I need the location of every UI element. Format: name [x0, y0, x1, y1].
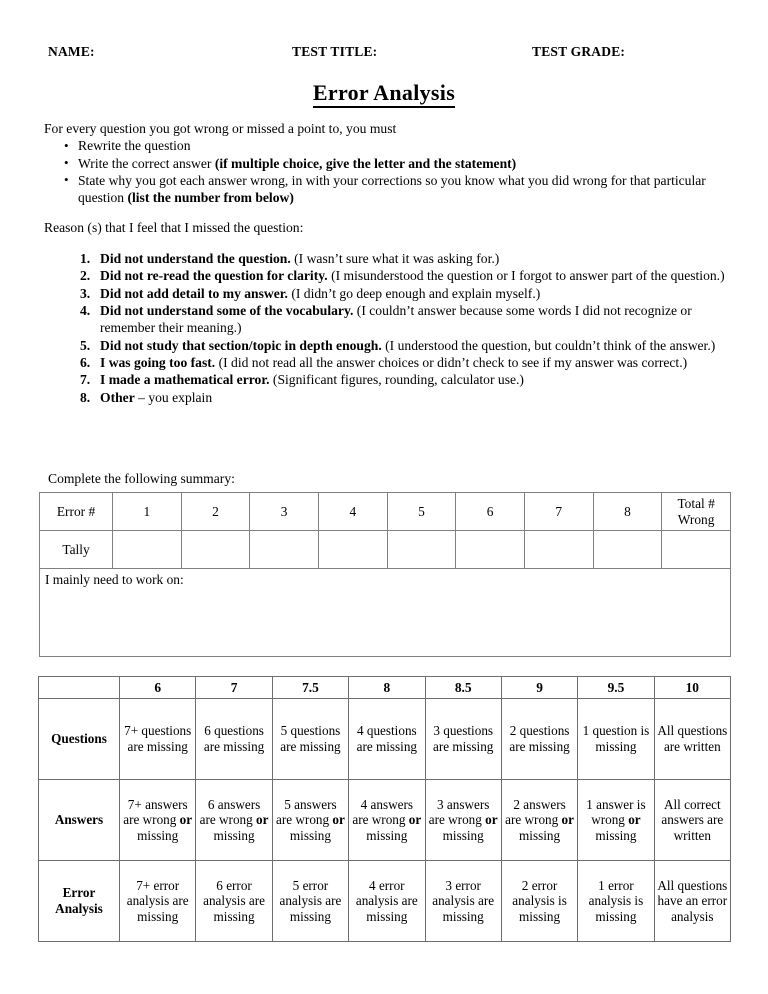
- rubric-cell-questions-8_5: [425, 699, 501, 780]
- row-label-line2: Analysis: [55, 901, 103, 916]
- rubric-cell-error-analysis-7: [196, 861, 272, 942]
- rubric-row-label-answers: Answers: [39, 780, 120, 861]
- rubric-row-label-error-analysis: [39, 861, 120, 942]
- form-header: [0, 44, 768, 64]
- list-item: [44, 250, 734, 267]
- cell-text-bold: or: [628, 812, 641, 828]
- table-row: [40, 569, 731, 657]
- rubric-cell-questions-7: [196, 699, 272, 780]
- list-item: [44, 267, 734, 284]
- tally-cell-4[interactable]: [318, 531, 387, 569]
- rubric-cell-error-analysis-7_5: [272, 861, 348, 942]
- list-item: [44, 354, 734, 371]
- list-item-number: 1.: [80, 251, 91, 267]
- cell-text-post: missing: [366, 827, 408, 843]
- list-item-number: 4.: [80, 303, 91, 319]
- reason-detail: (I misunderstood the question or I forgot to answer part of the question.): [327, 268, 725, 284]
- list-item-number: 2.: [80, 268, 91, 284]
- column-header-5: 5: [387, 493, 456, 531]
- bullet-text-plain: State why you got each answer wrong, in with your corrections so you know what you did wrong for that particular question: [78, 172, 706, 206]
- list-item: [44, 285, 734, 302]
- error-number-header: Error #: [40, 493, 113, 531]
- cell-text: 6 answers are wrong: [199, 796, 261, 828]
- list-item: [44, 337, 734, 354]
- rubric-cell-questions-9: [501, 699, 577, 780]
- rubric-cell-answers-10: [654, 780, 730, 861]
- grade-header-6: 6: [120, 677, 196, 699]
- rubric-cell-questions-8: [349, 699, 425, 780]
- tally-cell-8[interactable]: [593, 531, 662, 569]
- cell-text-bold: or: [256, 812, 269, 828]
- rubric-cell-error-analysis-9_5: [578, 861, 654, 942]
- list-item-number: 5.: [80, 337, 91, 353]
- list-item: [44, 389, 734, 406]
- reason-bold: Did not understand the question.: [100, 251, 291, 267]
- cell-text: 2 error analysis is missing: [512, 877, 567, 924]
- page-title-text: Error Analysis: [313, 80, 455, 108]
- rubric-cell-error-analysis-10: [654, 861, 730, 942]
- rubric-cell-error-analysis-9: [501, 861, 577, 942]
- list-item: [44, 155, 734, 172]
- cell-text: 7+ error analysis are missing: [126, 877, 189, 924]
- reason-bold: Did not re-read the question for clarity.: [100, 268, 328, 284]
- cell-text: 1 answer is wrong: [586, 796, 646, 828]
- column-header-8: 8: [593, 493, 662, 531]
- total-wrong-line1: Total #: [677, 495, 715, 511]
- rubric-cell-questions-10: [654, 699, 730, 780]
- reason-detail: (I didn’t go deep enough and explain myself.): [287, 285, 541, 301]
- rubric-cell-answers-7: [196, 780, 272, 861]
- reason-bold: Other: [100, 389, 135, 405]
- reason-bold: I made a mathematical error.: [100, 372, 270, 388]
- work-on-notes-cell[interactable]: [40, 569, 731, 657]
- cell-text: 3 error analysis are missing: [432, 877, 495, 924]
- summary-lead: Complete the following summary:: [48, 471, 235, 486]
- cell-text: 7+ questions are missing: [124, 723, 192, 754]
- reasons-numbered-list: [44, 250, 734, 406]
- work-on-label: I mainly need to work on:: [45, 572, 184, 587]
- reason-bold: Did not understand some of the vocabulary.: [100, 303, 354, 319]
- rubric-cell-answers-9_5: [578, 780, 654, 861]
- reason-bold: Did not add detail to my answer.: [100, 285, 288, 301]
- tally-cell-6[interactable]: [456, 531, 525, 569]
- cell-text-bold: or: [332, 812, 345, 828]
- tally-cell-5[interactable]: [387, 531, 456, 569]
- column-header-7: 7: [524, 493, 593, 531]
- rubric-cell-questions-9_5: [578, 699, 654, 780]
- column-header-total-wrong: [662, 493, 731, 531]
- cell-text: 4 error analysis are missing: [355, 877, 418, 924]
- table-row: [40, 493, 731, 531]
- tally-row-label: Tally: [40, 531, 113, 569]
- tally-cell-3[interactable]: [250, 531, 319, 569]
- list-item: [44, 137, 734, 154]
- grade-header-7: 7: [196, 677, 272, 699]
- list-item: [44, 371, 734, 388]
- column-header-2: 2: [181, 493, 250, 531]
- cell-text: All questions have an error analysis: [657, 877, 728, 924]
- cell-text: 6 questions are missing: [203, 723, 265, 754]
- list-item: [44, 172, 734, 207]
- tally-cell-2[interactable]: [181, 531, 250, 569]
- cell-text: All questions are written: [657, 723, 728, 754]
- table-row: [39, 861, 731, 942]
- list-item: [44, 302, 734, 337]
- column-header-3: 3: [250, 493, 319, 531]
- reason-detail: (I understood the question, but couldn’t think of the answer.): [381, 337, 716, 353]
- intro-lead: For every question you got wrong or missed a point to, you must: [44, 121, 397, 136]
- tally-summary-table: [39, 492, 731, 657]
- cell-text: 1 question is missing: [582, 723, 650, 754]
- reasons-lead: Reason (s) that I feel that I missed the question:: [44, 220, 304, 236]
- cell-text: 5 error analysis are missing: [279, 877, 342, 924]
- cell-text-post: missing: [442, 827, 484, 843]
- grade-header-10: 10: [654, 677, 730, 699]
- tally-cell-total-wrong[interactable]: [662, 531, 731, 569]
- table-row: [39, 677, 731, 699]
- list-item-number: 7.: [80, 372, 91, 388]
- grade-header-9_5: 9.5: [578, 677, 654, 699]
- test-title-field-label: TEST TITLE:: [292, 44, 378, 59]
- page-title: [0, 80, 768, 106]
- reason-bold: Did not study that section/topic in depth enough.: [100, 337, 382, 353]
- reason-detail: – you explain: [134, 389, 213, 405]
- cell-text-post: missing: [595, 827, 637, 843]
- rubric-cell-answers-9: [501, 780, 577, 861]
- rubric-cell-questions-6: [120, 699, 196, 780]
- grade-header-9: 9: [501, 677, 577, 699]
- cell-text: 4 questions are missing: [356, 723, 418, 754]
- reason-detail: (I couldn’t answer because some words I did not recognize or remember their meaning.): [100, 303, 692, 336]
- name-field-label: NAME:: [48, 44, 95, 59]
- reason-detail: (I did not read all the answer choices or didn’t check to see if my answer was correct.): [215, 354, 688, 370]
- rubric-corner-cell: [39, 677, 120, 699]
- cell-text: All correct answers are written: [661, 796, 724, 843]
- cell-text-bold: or: [408, 812, 422, 828]
- total-wrong-line2: Wrong: [677, 511, 715, 527]
- cell-text-post: missing: [137, 827, 179, 843]
- reason-bold: I was going too fast.: [100, 354, 216, 370]
- cell-text: 4 answers are wrong: [352, 796, 413, 828]
- table-row: [39, 699, 731, 780]
- grading-rubric-table: [38, 676, 731, 942]
- cell-text: 6 error analysis are missing: [203, 877, 265, 924]
- rubric-cell-answers-6: [120, 780, 196, 861]
- cell-text: 3 questions are missing: [432, 723, 494, 754]
- column-header-4: 4: [318, 493, 387, 531]
- row-label-line1: Error: [62, 885, 96, 901]
- rubric-cell-error-analysis-6: [120, 861, 196, 942]
- cell-text: 7+ answers are wrong: [123, 796, 188, 828]
- list-item-number: 3.: [80, 285, 91, 301]
- column-header-1: 1: [113, 493, 182, 531]
- cell-text: 2 questions are missing: [509, 723, 570, 754]
- reason-detail: (Significant figures, rounding, calculator use.): [269, 372, 524, 388]
- bullet-text-plain: Write the correct answer: [78, 155, 215, 171]
- test-grade-field-label: TEST GRADE:: [532, 44, 626, 59]
- tally-cell-1[interactable]: [113, 531, 182, 569]
- bullet-text-bold: (if multiple choice, give the letter and the statement): [214, 155, 517, 171]
- rubric-cell-answers-8: [349, 780, 425, 861]
- reason-detail: (I wasn’t sure what it was asking for.): [290, 251, 500, 267]
- cell-text: 5 questions are missing: [280, 723, 341, 754]
- instructions-block: [44, 120, 734, 406]
- instructions-bullet-list: [44, 137, 734, 206]
- cell-text: 3 answers are wrong: [428, 796, 490, 828]
- grade-header-7_5: 7.5: [272, 677, 348, 699]
- rubric-row-label-questions: Questions: [39, 699, 120, 780]
- table-row: [40, 531, 731, 569]
- cell-text-bold: or: [485, 812, 498, 828]
- cell-text-bold: or: [179, 812, 193, 828]
- tally-cell-7[interactable]: [524, 531, 593, 569]
- cell-text-post: missing: [213, 827, 255, 843]
- bullet-text-plain: Rewrite the question: [78, 138, 191, 154]
- rubric-cell-answers-8_5: [425, 780, 501, 861]
- grade-header-8: 8: [349, 677, 425, 699]
- cell-text-bold: or: [561, 812, 574, 828]
- rubric-cell-error-analysis-8_5: [425, 861, 501, 942]
- rubric-cell-error-analysis-8: [349, 861, 425, 942]
- cell-text: 5 answers are wrong: [276, 796, 337, 828]
- cell-text: 1 error analysis is missing: [588, 877, 644, 924]
- cell-text-post: missing: [289, 827, 331, 843]
- rubric-cell-questions-7_5: [272, 699, 348, 780]
- column-header-6: 6: [456, 493, 525, 531]
- cell-text-post: missing: [519, 827, 561, 843]
- cell-text: 2 answers are wrong: [505, 796, 566, 828]
- rubric-cell-answers-7_5: [272, 780, 348, 861]
- grade-header-8_5: 8.5: [425, 677, 501, 699]
- list-item-number: 6.: [80, 354, 91, 370]
- table-row: [39, 780, 731, 861]
- list-item-number: 8.: [80, 389, 91, 405]
- bullet-text-bold: (list the number from below): [127, 190, 294, 206]
